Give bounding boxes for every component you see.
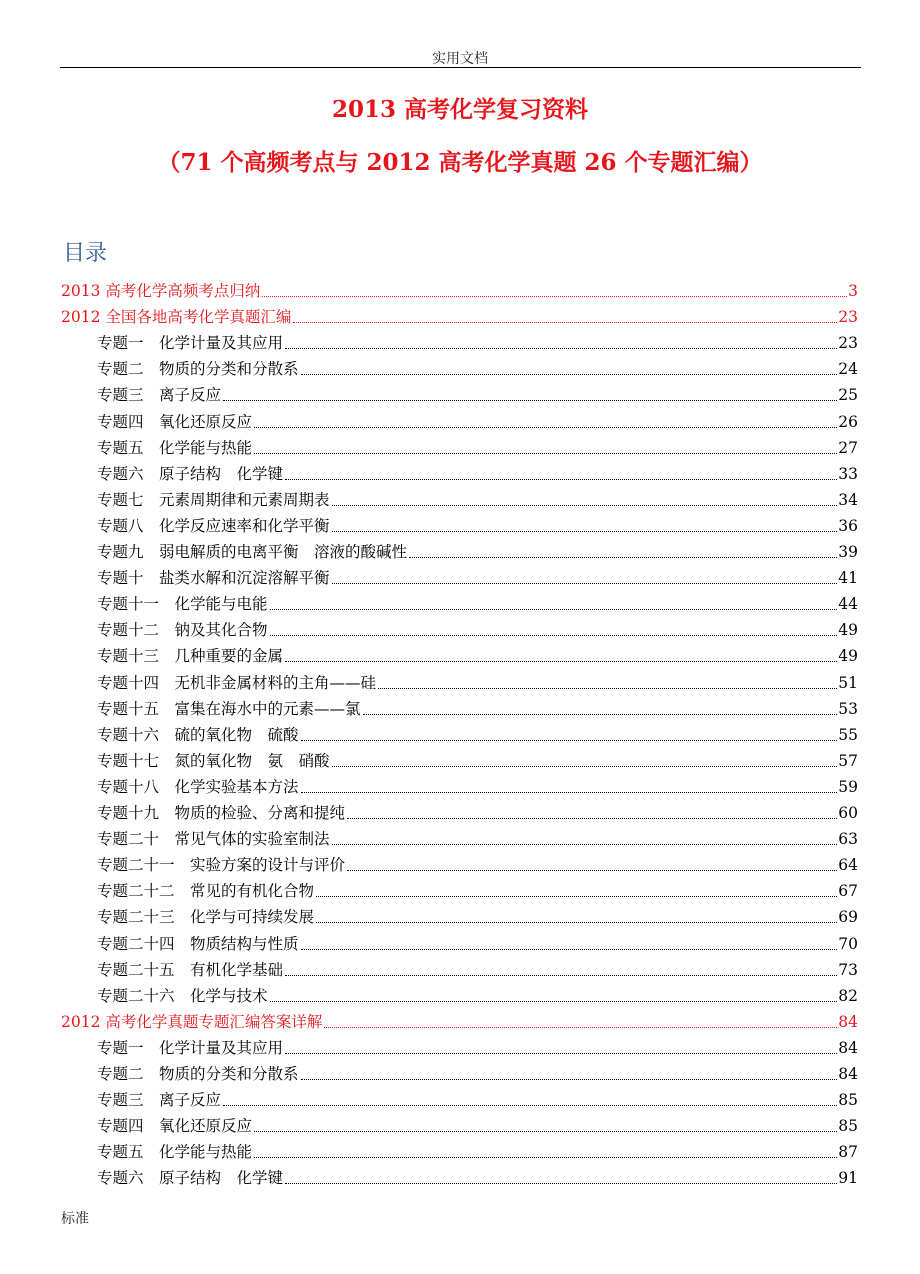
toc-page-number: 27 [838,438,858,457]
toc-page-number: 3 [848,282,858,300]
page-footer: 标准 [61,1211,89,1227]
toc-dot-leader [285,1053,837,1054]
toc-dot-leader [316,896,837,897]
toc-entry[interactable] [97,541,858,563]
toc-entry-label: 专题十二 钠及其化合物 [97,621,268,640]
toc-dot-leader [254,427,837,428]
toc-entry[interactable] [97,1037,858,1059]
toc-entry[interactable] [97,384,858,406]
toc-entry-label: 专题十六 硫的氧化物 硫酸 [97,725,299,744]
toc-dot-leader [332,531,838,532]
toc-entry[interactable] [97,1063,858,1085]
toc-entry-label: 2012 全国各地高考化学真题汇编 [61,308,292,327]
toc-entry-label: 专题四 氧化还原反应 [97,412,253,431]
toc-dot-leader [347,870,837,871]
toc-entry-label: 专题二十一 实验方案的设计与评价 [97,856,346,875]
toc-dot-leader [254,1157,837,1158]
toc-page-number: 82 [838,986,858,1005]
toc-dot-leader [301,792,838,793]
toc-page-number: 91 [838,1169,858,1188]
toc-dot-leader [262,296,847,297]
toc-entry[interactable] [97,437,858,459]
toc-page-number: 39 [838,543,858,561]
toc-entry-label: 专题二 物质的分类和分散系 [97,360,299,379]
toc-page-number: 36 [838,516,858,535]
toc-entry-label: 专题十五 富集在海水中的元素——氯 [97,699,361,718]
toc-dot-leader [332,505,838,506]
toc-dot-leader [270,609,838,610]
toc-entry-label: 专题十 盐类水解和沉淀溶解平衡 [97,569,330,588]
toc-entry-label: 专题二十四 物质结构与性质 [97,934,299,953]
toc-dot-leader [332,583,838,584]
toc-dot-leader [285,1183,837,1184]
toc-page-number: 23 [838,308,858,327]
toc-page-number: 85 [838,1091,858,1110]
toc-entry[interactable] [97,933,858,955]
toc-entry[interactable] [97,515,858,537]
toc-entry-label: 专题二十三 化学与可持续发展 [97,908,315,927]
toc-page-number: 85 [838,1117,858,1136]
toc-dot-leader [223,400,837,401]
toc-page-number: 53 [838,699,858,718]
toc-page-number: 44 [838,595,858,614]
toc-entry-label: 专题二十 常见气体的实验室制法 [97,830,330,849]
toc-page-number: 59 [838,777,858,796]
toc-page-number: 84 [838,1038,858,1057]
toc-entry[interactable] [97,1089,858,1111]
toc-heading: 目录 [63,241,108,266]
toc-page-number: 23 [838,334,858,353]
toc-entry-label: 专题十一 化学能与电能 [97,595,268,614]
toc-dot-leader [347,818,837,819]
toc-page-number: 41 [838,569,858,588]
toc-page-number: 49 [838,621,858,640]
toc-entry-label: 专题九 弱电解质的电离平衡 溶液的酸碱性 [97,543,408,561]
toc-entry[interactable] [97,332,858,354]
toc-page-number: 67 [838,882,858,901]
toc-page-number: 34 [838,490,858,509]
toc-entry-label: 专题二十二 常见的有机化合物 [97,882,315,901]
toc-entry[interactable] [97,1141,858,1163]
toc-dot-leader [285,348,837,349]
toc-page-number: 70 [838,934,858,953]
toc-entry-label: 专题三 离子反应 [97,1091,222,1110]
toc-page-number: 84 [838,1012,858,1031]
toc-dot-leader [378,688,837,689]
toc-entry-label: 专题七 元素周期律和元素周期表 [97,490,330,509]
toc-dot-leader [301,949,838,950]
toc-page-number: 33 [838,464,858,483]
toc-entry[interactable] [97,645,858,667]
toc-entry[interactable] [61,1011,858,1033]
toc-dot-leader [409,557,837,558]
toc-dot-leader [332,844,838,845]
header-rule [60,67,861,68]
toc-entry-label: 专题八 化学反应速率和化学平衡 [97,516,330,535]
toc-dot-leader [293,322,837,323]
toc-entry[interactable] [97,567,858,589]
toc-entry[interactable] [97,880,858,902]
toc-dot-leader [270,635,838,636]
toc-entry[interactable] [97,985,858,1007]
toc-dot-leader [301,374,838,375]
toc-dot-leader [324,1027,837,1028]
toc-entry[interactable] [97,750,858,772]
toc-entry-label: 专题四 氧化还原反应 [97,1117,253,1136]
toc-entry-label: 专题十三 几种重要的金属 [97,647,284,666]
toc-entry-label: 专题一 化学计量及其应用 [97,1038,284,1057]
toc-entry-label: 专题一 化学计量及其应用 [97,334,284,353]
toc-page-number: 64 [838,856,858,875]
toc-dot-leader [254,1131,837,1132]
toc-entry[interactable] [97,1167,858,1189]
toc-entry-label: 专题六 原子结构 化学键 [97,1169,284,1188]
toc-page-number: 69 [838,908,858,927]
toc-dot-leader [285,479,837,480]
toc-entry[interactable] [61,306,858,328]
toc-page-number: 63 [838,830,858,849]
toc-dot-leader [223,1105,837,1106]
toc-entry[interactable] [97,672,858,694]
toc-page-number: 60 [838,804,858,822]
toc-entry[interactable] [97,1115,858,1137]
toc-entry[interactable] [97,854,858,876]
toc-entry[interactable] [97,802,858,824]
toc-page-number: 49 [838,647,858,666]
toc-dot-leader [316,922,837,923]
toc-entry[interactable] [97,593,858,615]
toc-entry[interactable] [97,724,858,746]
toc-entry-label: 2013 高考化学高频考点归纳 [61,282,261,300]
toc-dot-leader [270,1001,838,1002]
toc-entry[interactable] [97,776,858,798]
toc-entry-label: 专题六 原子结构 化学键 [97,464,284,483]
toc-entry-label: 专题五 化学能与热能 [97,1143,253,1162]
toc-entry[interactable] [97,619,858,641]
toc-page-number: 84 [838,1065,858,1083]
toc-entry-label: 专题十七 氮的氧化物 氨 硝酸 [97,751,330,770]
toc-entry[interactable] [97,828,858,850]
toc-entry-label: 专题五 化学能与热能 [97,438,253,457]
toc-page-number: 25 [838,386,858,405]
toc-entry-label: 2012 高考化学真题专题汇编答案详解 [61,1012,323,1031]
toc-dot-leader [301,740,838,741]
toc-entry-label: 专题二十六 化学与技术 [97,986,268,1005]
toc-entry[interactable] [97,489,858,511]
toc-page-number: 26 [838,412,858,431]
toc-page-number: 73 [838,960,858,979]
toc-dot-leader [285,975,837,976]
toc-entry[interactable] [97,698,858,720]
toc-entry-label: 专题十四 无机非金属材料的主角——硅 [97,673,377,692]
toc-entry[interactable] [97,906,858,928]
document-subtitle: （71 个高频考点与 2012 高考化学真题 26 个专题汇编） [157,149,763,176]
toc-entry[interactable] [61,280,858,302]
toc-dot-leader [285,661,837,662]
toc-dot-leader [254,453,837,454]
page-header: 实用文档 [432,51,488,67]
toc-entry-label: 专题十九 物质的检验、分离和提纯 [97,804,346,822]
document-title: 2013 高考化学复习资料 [331,96,589,123]
toc-dot-leader [301,1079,838,1080]
toc-page-number: 87 [838,1143,858,1162]
toc-entry-label: 专题二 物质的分类和分散系 [97,1065,299,1083]
toc-entry-label: 专题三 离子反应 [97,386,222,405]
toc-entry[interactable] [97,463,858,485]
toc-page-number: 57 [838,751,858,770]
toc-page-number: 55 [838,725,858,744]
toc-page-number: 51 [838,673,858,692]
toc-dot-leader [332,766,838,767]
toc-entry-label: 专题十八 化学实验基本方法 [97,777,299,796]
toc-dot-leader [363,714,838,715]
toc-entry[interactable] [97,411,858,433]
toc-entry-label: 专题二十五 有机化学基础 [97,960,284,979]
toc-entry[interactable] [97,358,858,380]
toc-page-number: 24 [838,360,858,379]
toc-entry[interactable] [97,959,858,981]
